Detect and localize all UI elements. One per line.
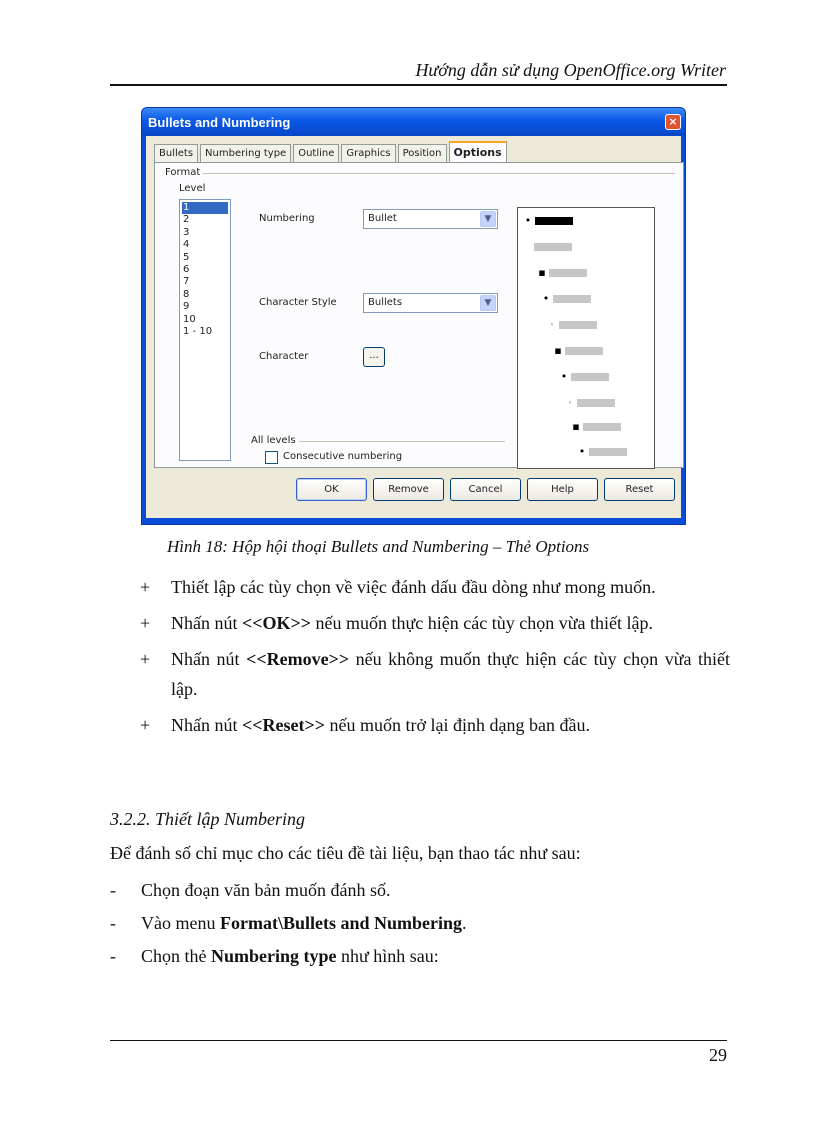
close-icon[interactable]: × [665, 114, 681, 130]
all-levels-label: All levels [251, 435, 296, 446]
intro-paragraph: Để đánh số chỉ mục cho các tiêu đề tài liệu, bạn thao tác như sau: [110, 843, 581, 863]
preview-row [578, 447, 627, 457]
plus-marker: + [140, 577, 151, 597]
level-list-item[interactable]: 1 [182, 202, 228, 214]
tab-position[interactable]: Position [398, 144, 447, 162]
text-pre: Nhấn nút [171, 649, 247, 669]
level-list-item[interactable]: 2 [183, 214, 190, 226]
bullet-dot-icon: ◦ [549, 321, 555, 329]
list-item [110, 874, 467, 907]
bullet-dot-icon: • [524, 214, 532, 227]
text-bold: <<Remove>> [246, 649, 350, 669]
level-listbox[interactable] [179, 199, 231, 461]
text-bold: <<Reset>> [242, 715, 326, 735]
options-tab-panel [154, 162, 684, 468]
list-item [140, 608, 730, 638]
preview-bar [565, 347, 603, 355]
list-item [110, 940, 467, 973]
level-list-item[interactable]: 6 [183, 263, 190, 275]
section-heading: 3.2.2. Thiết lập Numbering [110, 809, 306, 829]
text-bold: Numbering type [211, 946, 337, 966]
ok-button[interactable]: OK [296, 478, 367, 501]
dash-marker: - [110, 913, 116, 933]
preview-row [531, 242, 572, 252]
preview-bar [571, 373, 609, 381]
reset-button[interactable]: Reset [604, 478, 675, 501]
dialog-button-row [296, 478, 681, 501]
text-post: . [462, 913, 467, 933]
character-style-select[interactable] [363, 293, 498, 313]
character-label: Character [259, 351, 309, 362]
preview-bar [549, 269, 587, 277]
level-list-item[interactable]: 7 [183, 276, 190, 288]
text-text: Thiết lập các tùy chọn về việc đánh dấu đầu dòng như mong muốn. [171, 577, 656, 597]
dash-marker: - [110, 946, 116, 966]
level-list-item[interactable]: 8 [183, 288, 190, 300]
preview-row [560, 372, 609, 382]
list-item [140, 644, 730, 704]
bullet-dot-icon: ▪ [572, 420, 580, 433]
bullet-dot-icon: • [578, 445, 586, 458]
preview-bar [535, 217, 573, 225]
text-pre: Nhấn nút [171, 613, 242, 633]
chevron-down-icon[interactable]: ▼ [480, 211, 496, 227]
list-item-text [171, 608, 730, 638]
preview-row [548, 320, 597, 330]
tab-numbering-type[interactable]: Numbering type [200, 144, 291, 162]
remove-button[interactable]: Remove [373, 478, 444, 501]
consecutive-numbering-checkbox[interactable] [265, 451, 278, 464]
dash-marker: - [110, 880, 116, 900]
dialog-client [146, 136, 681, 518]
tab-graphics[interactable]: Graphics [341, 144, 395, 162]
numbering-label: Numbering [259, 213, 315, 224]
page-number: 29 [709, 1045, 727, 1065]
list-item [140, 710, 730, 740]
tab-strip [154, 142, 509, 162]
preview-row [566, 398, 615, 408]
list-item-text [171, 644, 730, 704]
tab-outline[interactable]: Outline [293, 144, 339, 162]
consecutive-numbering-label[interactable]: Consecutive numbering [283, 451, 403, 462]
plus-marker: + [140, 715, 151, 735]
bullet-dot-icon: ◦ [567, 399, 573, 407]
preview-row [572, 422, 621, 432]
numbering-select-value: Bullet [368, 213, 397, 224]
text-pre: Chọn thẻ [141, 946, 211, 966]
text-pre: Nhấn nút [171, 715, 242, 735]
level-list-item[interactable]: 5 [183, 251, 190, 263]
help-button[interactable]: Help [527, 478, 598, 501]
level-list-item[interactable]: 3 [183, 226, 190, 238]
plus-list [140, 572, 730, 746]
preview-bar [553, 295, 591, 303]
preview-bar [577, 399, 615, 407]
chevron-down-icon[interactable]: ▼ [480, 295, 496, 311]
list-item [140, 572, 730, 602]
preview-row [542, 294, 591, 304]
tab-bullets[interactable]: Bullets [154, 144, 198, 162]
bullets-numbering-dialog [141, 107, 686, 525]
preview-row [554, 346, 603, 356]
level-label: Level [179, 183, 206, 194]
preview-row [524, 216, 573, 226]
page-header-title: Hướng dẫn sử dụng OpenOffice.org Writer [415, 60, 726, 80]
text-post: nếu muốn trở lại định dạng ban đầu. [325, 715, 590, 735]
preview-bar [583, 423, 621, 431]
level-list-item[interactable]: 4 [183, 239, 190, 251]
level-list-item[interactable]: 10 [183, 313, 196, 325]
text-post: nếu không muốn thực hiện các tùy chọn vừa thiết lập. [171, 649, 730, 699]
all-levels-divider [299, 441, 505, 442]
bullet-dot-icon: • [542, 292, 550, 305]
bullet-dot-icon: ▪ [538, 266, 546, 279]
preview-bar [559, 321, 597, 329]
tab-options[interactable]: Options [449, 141, 507, 162]
bullet-dot-icon: ▪ [554, 344, 562, 357]
level-list-item[interactable]: 9 [183, 301, 190, 313]
plus-marker: + [140, 649, 151, 669]
character-style-value: Bullets [368, 297, 403, 308]
character-browse-button[interactable]: ... [363, 347, 385, 367]
text-post: như hình sau: [336, 946, 439, 966]
format-divider [203, 173, 675, 174]
preview-bar [589, 448, 627, 456]
text-post: nếu muốn thực hiện các tùy chọn vừa thiết lập. [311, 613, 653, 633]
text-bold: Format\Bullets and Numbering [219, 913, 462, 933]
header-rule [110, 84, 727, 86]
text-pre: Chọn đoạn văn bản muốn đánh số. [141, 880, 391, 900]
text-bold: <<OK>> [242, 613, 312, 633]
preview-bar [534, 243, 572, 251]
dash-list [110, 874, 467, 973]
plus-marker: + [140, 613, 151, 633]
figure-caption: Hình 18: Hộp hội thoại Bullets and Numbering – Thẻ Options [167, 537, 590, 556]
footer-rule [110, 1040, 727, 1041]
numbering-select[interactable] [363, 209, 498, 229]
dialog-title: Bullets and Numbering [148, 114, 291, 130]
format-group-label: Format [165, 167, 201, 178]
dialog-titlebar [142, 108, 685, 136]
cancel-button[interactable]: Cancel [450, 478, 521, 501]
text-pre: Vào menu [141, 913, 220, 933]
character-style-label: Character Style [259, 297, 337, 308]
preview-row [538, 268, 587, 278]
level-list-item[interactable]: 1 - 10 [183, 325, 213, 337]
bullet-preview [517, 207, 655, 469]
bullet-dot-icon: • [560, 370, 568, 383]
list-item-text [171, 710, 730, 740]
list-item-text [171, 572, 730, 602]
list-item [110, 907, 467, 940]
